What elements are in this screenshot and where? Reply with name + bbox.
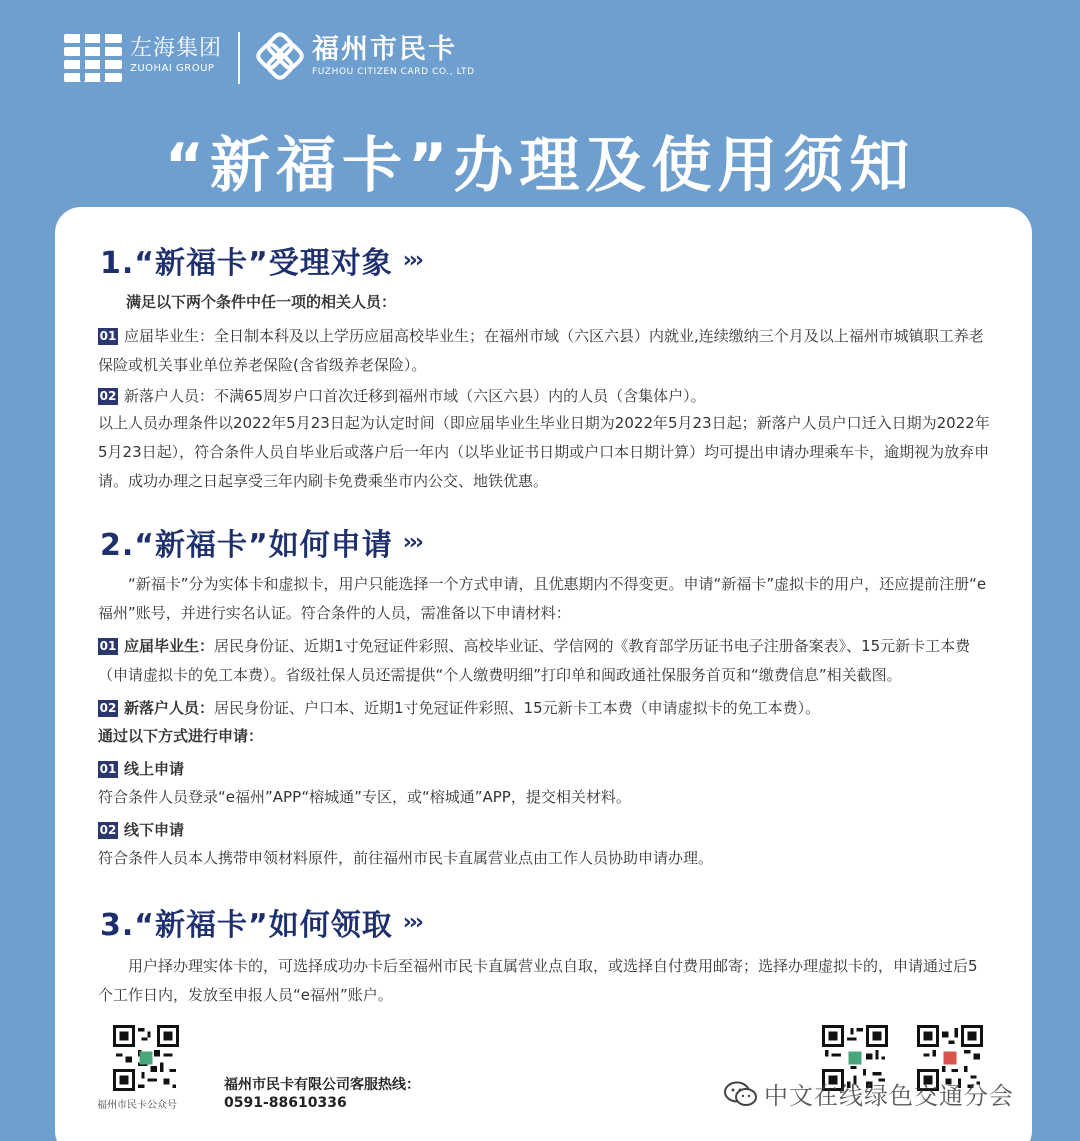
- section2-item2: [98, 694, 990, 723]
- section1-item2: [98, 382, 990, 411]
- section2-methods-intro: 通过以下方式进行申请：: [98, 727, 264, 745]
- section3-title: 3.“新福卡”如何领取: [100, 908, 393, 943]
- section1-intro: 满足以下两个条件中任一项的相关人员：: [126, 293, 397, 311]
- number-badge: 01: [99, 639, 117, 653]
- hotline-label: 福州市民卡有限公司客服热线：: [224, 1077, 420, 1093]
- section2-heading: [100, 520, 421, 564]
- triple-chevron-icon: ›››: [402, 909, 421, 935]
- section2-item1-head: 应届毕业生：: [124, 637, 215, 655]
- triple-chevron-icon: ›››: [402, 529, 421, 555]
- watermark: [724, 1076, 1014, 1111]
- section2-method1-heading: [98, 755, 990, 784]
- section1-heading: [100, 238, 421, 282]
- section1-note: 以上人员办理条件以2022年5月23日起为认定时间（即应届毕业生毕业日期为2022年5月23日起；新落户人员户口迁入日期为2022年5月23日起），符合条件人员自毕业后或落户后一年内（以毕业证书日期或户口本日期计算）均可提出申请办理乘车卡，逾期视为放弃申请。成功办理之日起享受三年内刷卡免费乘坐市内公交、地铁优惠。: [98, 414, 990, 490]
- section2-title: 2.“新福卡”如何申请: [100, 528, 393, 563]
- header: [0, 0, 1080, 200]
- number-badge: 01: [99, 762, 117, 776]
- number-badge: 02: [99, 389, 117, 403]
- section2-item1: [98, 632, 990, 690]
- section1-item1-text: 应届毕业生：全日制本科及以上学历应届高校毕业生；在福州市域（六区六县）内就业,连续缴纳三个月及以上福州市城镇职工养老保险或机关事业单位养老保险(含省级养老保险）。: [98, 327, 984, 374]
- citizen-name-en: FUZHOU CITIZEN CARD CO., LTD: [312, 67, 475, 77]
- logo-divider: [238, 32, 240, 84]
- hotline-number: 0591-88610336: [224, 1095, 347, 1111]
- section2-method1-head: 线上申请: [124, 760, 185, 778]
- section2-method2-text: 符合条件人员本人携带申领材料原件，前往福州市民卡直属营业点由工作人员协助申请办理。: [98, 849, 714, 867]
- section1-item1: [98, 322, 990, 380]
- zuohai-name-en: ZUOHAI GROUP: [130, 63, 215, 74]
- section2-method2-head: 线下申请: [124, 821, 185, 839]
- section2-item1-text: 居民身份证、近期1寸免冠证件彩照、高校毕业证、学信网的《教育部学历证书电子注册备案表》、15元新卡工本费（申请虚拟卡的免工本费）。省级社保人员还需提供“个人缴费明细”打印单和闽政通社保服务首页和“缴费信息”相关截图。: [98, 637, 971, 684]
- number-badge: 01: [99, 329, 117, 343]
- zuohai-name-cn: 左海集团: [130, 36, 223, 61]
- section3-heading: [100, 900, 421, 944]
- section2-item2-head: 新落户人员：: [124, 699, 215, 717]
- wechat-icon: [724, 1081, 758, 1107]
- section3-body: 用户择办理实体卡的，可选择成功办卡后至福州市民卡直属营业点自取，或选择自付费用邮寄；选择办理虚拟卡的，申请通过后5个工作日内，发放至申报人员“e福州”账户。: [98, 957, 978, 1004]
- number-badge: 02: [99, 701, 117, 715]
- qr-label-official-account: 福州市民卡公众号: [97, 1100, 177, 1111]
- number-badge: 02: [99, 823, 117, 837]
- citizen-card-knot-icon: [256, 32, 304, 80]
- section2-method1-text: 符合条件人员登录“e福州”APP“榕城通”专区，或“榕城通”APP，提交相关材料。: [98, 788, 631, 806]
- zuohai-logo: [64, 30, 222, 82]
- page-title: “新福卡”办理及使用须知: [164, 131, 916, 201]
- section1-item2-text: 新落户人员：不满65周岁户口首次迁移到福州市域（六区六县）内的人员（含集体户）。: [124, 387, 706, 405]
- qr-code-icon[interactable]: [113, 1025, 179, 1091]
- section2-method2-heading: [98, 816, 990, 845]
- zuohai-flag-icon: [64, 30, 122, 82]
- section2-item2-text: 居民身份证、户口本、近期1寸免冠证件彩照、15元新卡工本费（申请虚拟卡的免工本费）。: [214, 699, 821, 717]
- citizen-card-logo: [256, 32, 475, 80]
- citizen-name-cn: 福州市民卡: [312, 34, 457, 65]
- section1-title: 1.“新福卡”受理对象: [100, 246, 393, 281]
- watermark-text: 中文在线绿色交通分会: [764, 1082, 1014, 1110]
- section2-intro: “新福卡”分为实体卡和虚拟卡，用户只能选择一个方式申请，且优惠期内不得变更。申请“新福卡”虚拟卡的用户，还应提前注册“e福州”账号，并进行实名认证。符合条件的人员，需准备以下申请材料：: [98, 575, 987, 622]
- triple-chevron-icon: ›››: [402, 247, 421, 273]
